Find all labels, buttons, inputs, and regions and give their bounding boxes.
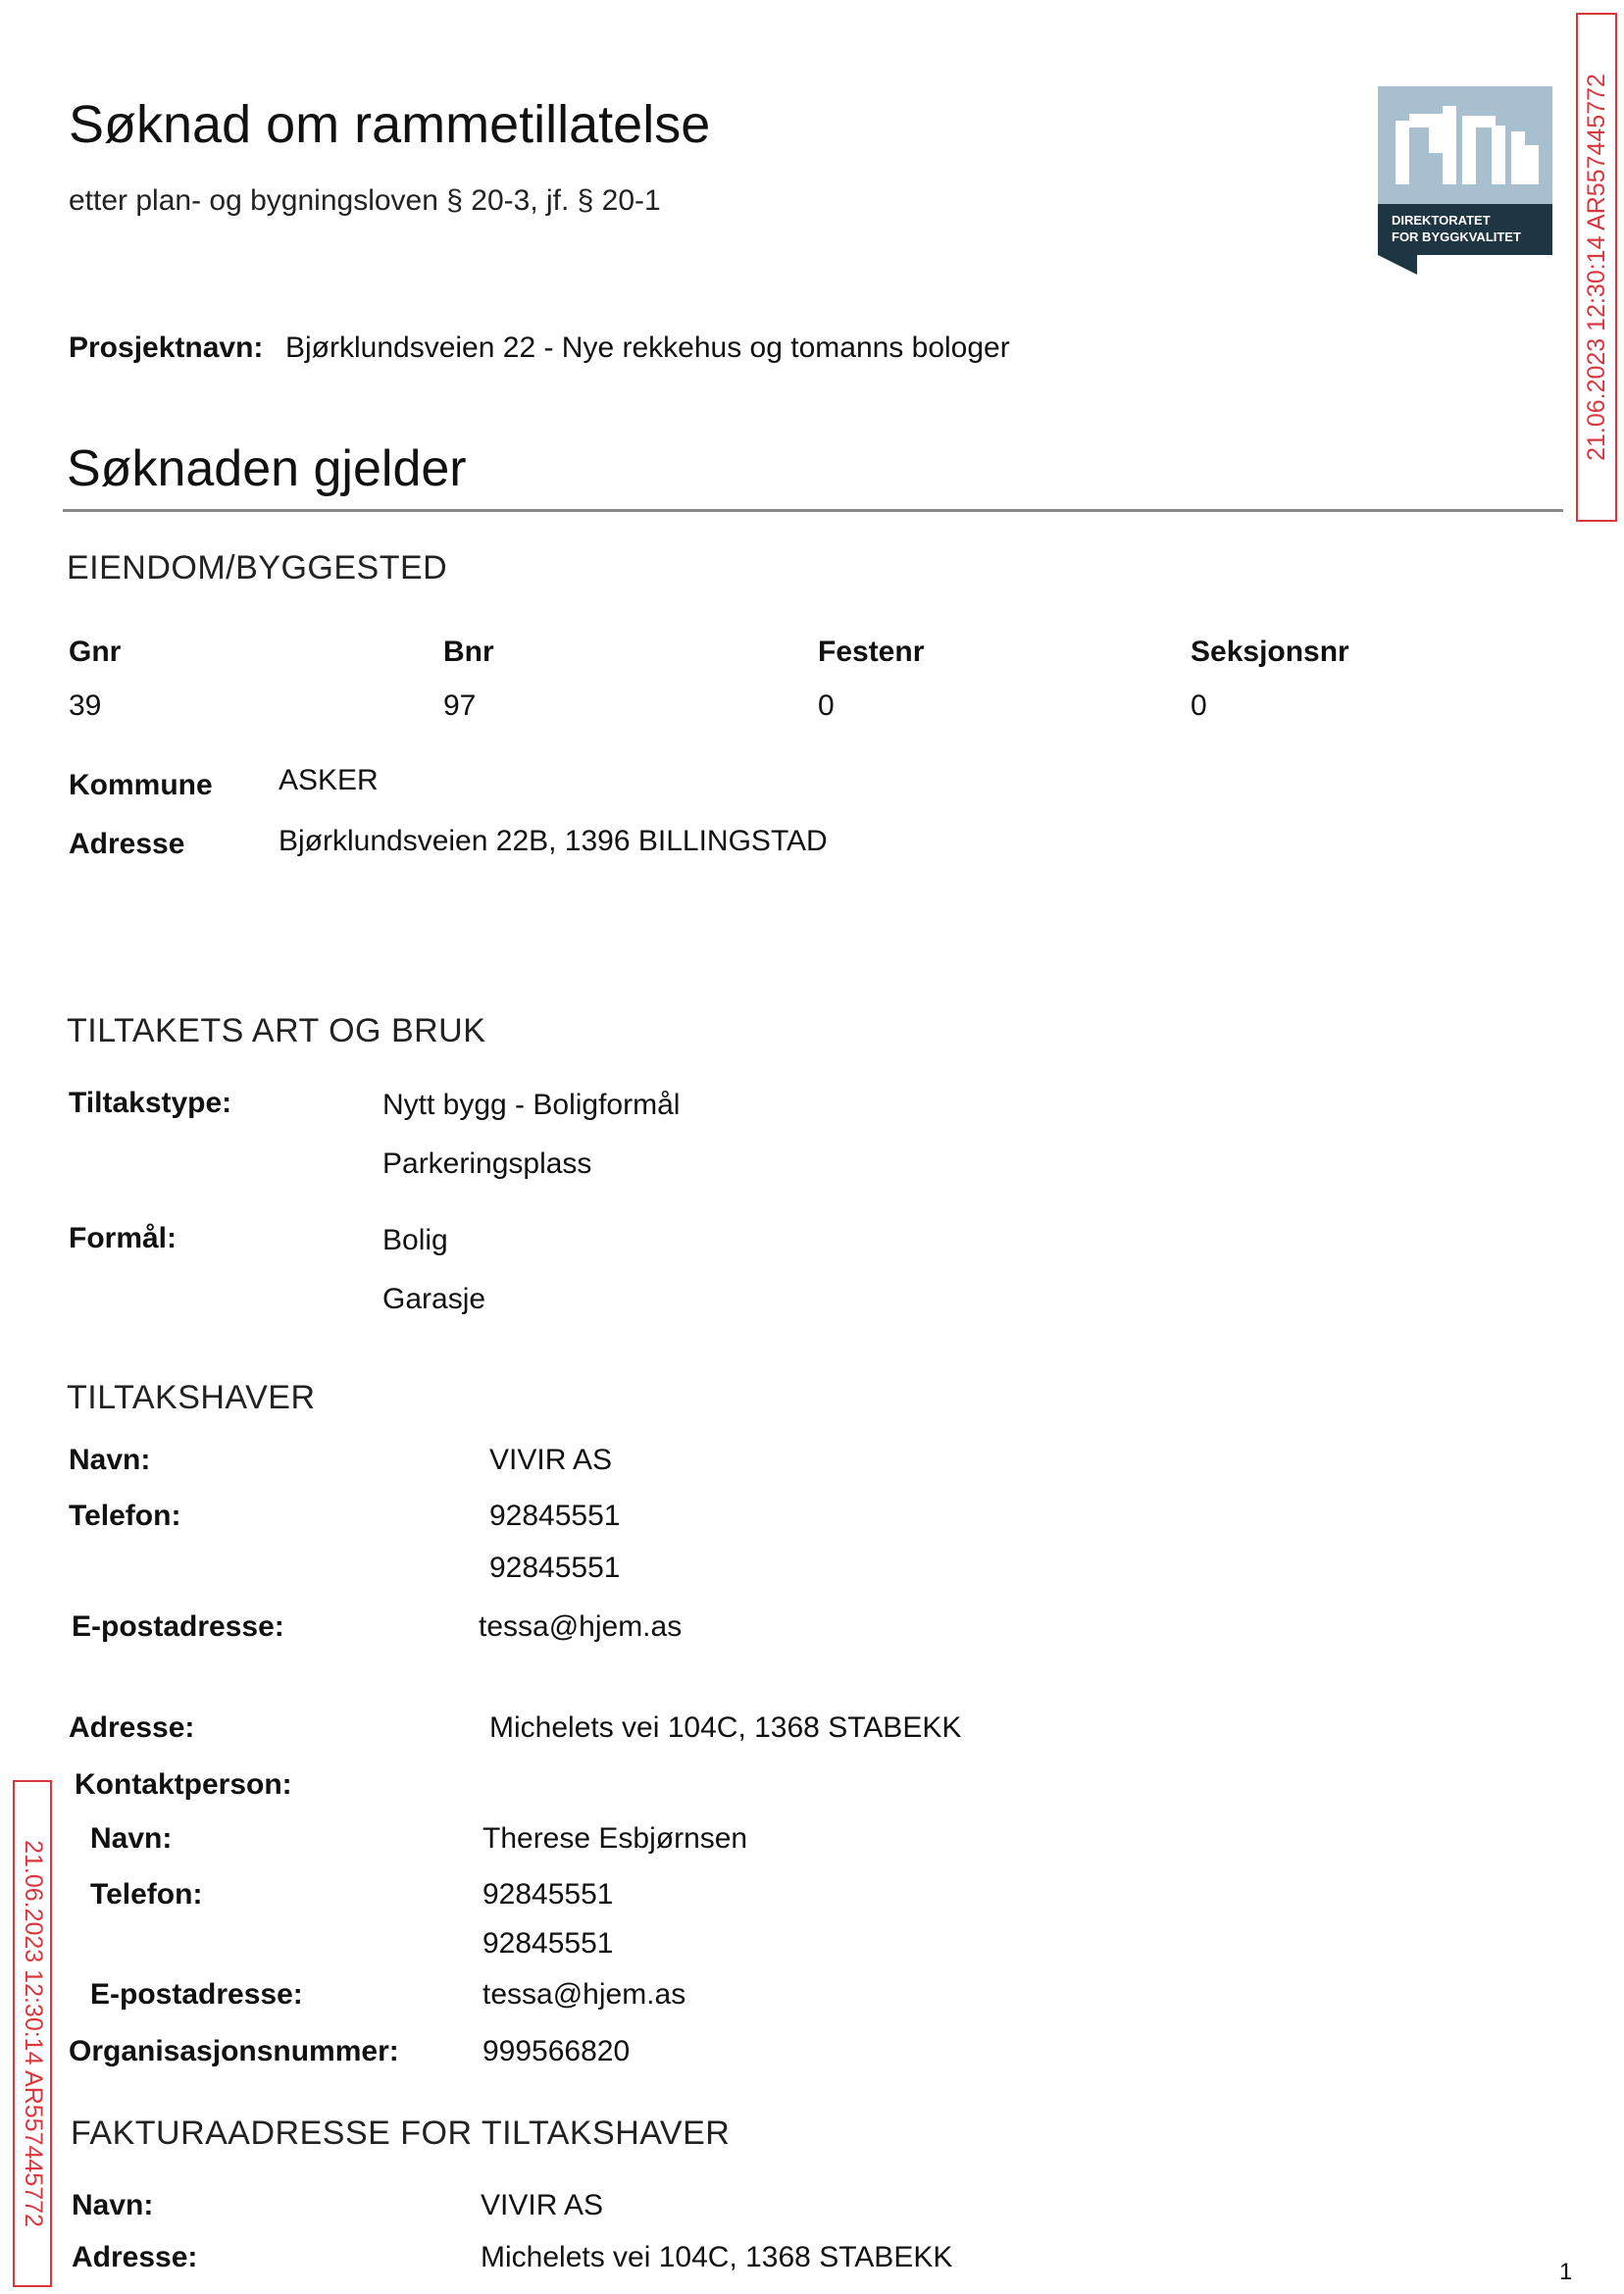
bnr-label: Bnr: [443, 636, 494, 668]
seksjonsnr-label: Seksjonsnr: [1191, 636, 1349, 668]
kontakt-epost-value: tessa@hjem.as: [482, 1978, 686, 2011]
project-value: Bjørklundsveien 22 - Nye rekkehus og tomanns bologer: [285, 331, 1010, 364]
formal-value-2: Garasje: [382, 1283, 486, 1315]
formal-label: Formål:: [69, 1222, 178, 1254]
faktura-navn-label: Navn:: [72, 2189, 154, 2221]
bnr-value: 97: [443, 689, 477, 722]
kommune-value: ASKER: [279, 764, 379, 796]
section-title: Søknaden gjelder: [67, 440, 467, 497]
logo-line2: FOR BYGGKVALITET: [1392, 229, 1521, 244]
section-divider: [63, 509, 1563, 512]
kontakt-epost-label: E-postadresse:: [90, 1978, 303, 2011]
faktura-navn-value: VIVIR AS: [481, 2189, 604, 2221]
adresse-label: Adresse: [69, 828, 185, 860]
faktura-adresse-value: Michelets vei 104C, 1368 STABEKK: [481, 2241, 953, 2273]
orgnr-value: 999566820: [482, 2035, 631, 2067]
tiltakshaver-telefon-2: 92845551: [489, 1552, 621, 1584]
tiltakshaver-telefon-1: 92845551: [489, 1500, 621, 1532]
tiltakshaver-epost-label: E-postadresse:: [72, 1610, 284, 1643]
tiltakshaver-heading: TILTAKSHAVER: [67, 1379, 316, 1416]
project-label: Prosjektnavn:: [69, 331, 264, 364]
page-number: 1: [1559, 2259, 1573, 2285]
tiltakstype-value-1: Nytt bygg - Boligformål: [382, 1089, 681, 1121]
kontakt-navn-label: Navn:: [90, 1822, 173, 1855]
tiltakshaver-adresse-value: Michelets vei 104C, 1368 STABEKK: [489, 1711, 962, 1744]
faktura-heading: FAKTURAADRESSE FOR TILTAKSHAVER: [71, 2115, 731, 2152]
kontakt-navn-value: Therese Esbjørnsen: [482, 1822, 748, 1855]
tiltakshaver-adresse-label: Adresse:: [69, 1711, 195, 1744]
dibk-logo: [1378, 86, 1552, 275]
kontakt-telefon-2: 92845551: [482, 1927, 614, 1960]
orgnr-label: Organisasjonsnummer:: [69, 2035, 399, 2067]
tiltakshaver-navn-value: VIVIR AS: [489, 1444, 613, 1476]
kontakt-telefon-label: Telefon:: [90, 1878, 203, 1911]
gnr-label: Gnr: [69, 636, 122, 668]
kontaktperson-label: Kontaktperson:: [75, 1768, 292, 1801]
kontakt-telefon-1: 92845551: [482, 1878, 614, 1911]
page-title: Søknad om rammetillatelse: [69, 95, 711, 154]
faktura-adresse-label: Adresse:: [72, 2241, 198, 2273]
tiltakshaver-telefon-label: Telefon:: [69, 1500, 181, 1532]
tiltakstype-label: Tiltakstype:: [69, 1087, 232, 1119]
date-stamp-left: 21.06.2023 12:30:14 AR557445772: [13, 1780, 52, 2287]
page-subtitle: etter plan- og bygningsloven § 20-3, jf. § 20-1: [69, 184, 661, 217]
tiltakshaver-navn-label: Navn:: [69, 1444, 151, 1476]
festenr-value: 0: [818, 689, 835, 722]
logo-line1: DIREKTORATET: [1392, 213, 1491, 228]
gnr-value: 39: [69, 689, 102, 722]
tiltak-heading: TILTAKETS ART OG BRUK: [67, 1012, 486, 1049]
tiltakstype-value-2: Parkeringsplass: [382, 1147, 592, 1180]
formal-value-1: Bolig: [382, 1224, 448, 1256]
festenr-label: Festenr: [818, 636, 925, 668]
tiltakshaver-epost-value: tessa@hjem.as: [479, 1610, 683, 1643]
eiendom-heading: EIENDOM/BYGGESTED: [67, 549, 448, 586]
kommune-label: Kommune: [69, 769, 213, 801]
seksjonsnr-value: 0: [1191, 689, 1207, 722]
adresse-value: Bjørklundsveien 22B, 1396 BILLINGSTAD: [279, 825, 828, 857]
date-stamp-top: 21.06.2023 12:30:14 AR557445772: [1576, 13, 1617, 522]
